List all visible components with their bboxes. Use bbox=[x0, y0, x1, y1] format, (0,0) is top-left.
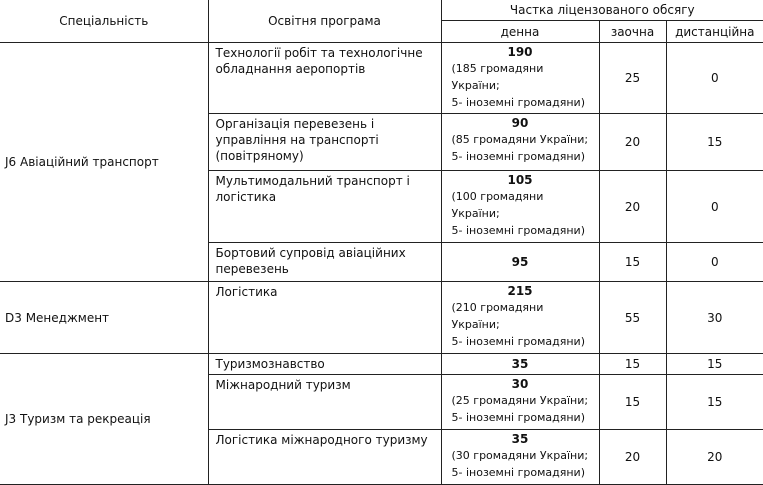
day-note: 5- іноземні громадяни) bbox=[451, 466, 585, 479]
day-note: (25 громадяни України; bbox=[451, 394, 589, 407]
specialty-cell: J6 Авіаційний транспорт bbox=[0, 43, 208, 282]
day-note: 5- іноземні громадяни) bbox=[451, 150, 585, 163]
extramural-cell: 20 bbox=[599, 171, 666, 243]
day-note: України; bbox=[451, 207, 500, 220]
distance-cell: 0 bbox=[666, 171, 763, 243]
day-cell bbox=[441, 282, 599, 354]
distance-cell: 20 bbox=[666, 430, 763, 485]
day-note: (85 громадяни України; bbox=[451, 133, 589, 146]
extramural-cell: 15 bbox=[599, 354, 666, 375]
header-day: денна bbox=[441, 21, 599, 43]
program-cell: Логістика міжнародного туризму bbox=[208, 430, 441, 485]
day-note: 5- іноземні громадяни) bbox=[451, 335, 585, 348]
table-row bbox=[0, 354, 763, 375]
day-total: 90 bbox=[511, 116, 529, 130]
day-cell bbox=[441, 114, 599, 171]
header-share: Частка ліцензованого обсягу bbox=[441, 0, 763, 21]
program-cell: Міжнародний туризм bbox=[208, 375, 441, 430]
day-total: 105 bbox=[507, 173, 533, 187]
program-cell: Бортовий супровід авіаційних перевезень bbox=[208, 243, 441, 282]
day-note: (30 громадяни України; bbox=[451, 449, 589, 462]
day-note: (100 громадяни bbox=[451, 190, 544, 203]
extramural-cell: 20 bbox=[599, 114, 666, 171]
distance-cell: 15 bbox=[666, 114, 763, 171]
table-row bbox=[0, 43, 763, 114]
day-note: України; bbox=[451, 79, 500, 92]
header-extramural: заочна bbox=[599, 21, 666, 43]
day-note: України; bbox=[451, 318, 500, 331]
extramural-cell: 15 bbox=[599, 243, 666, 282]
extramural-cell: 55 bbox=[599, 282, 666, 354]
distance-cell: 15 bbox=[666, 375, 763, 430]
day-cell bbox=[441, 43, 599, 114]
program-cell: Мультимодальний транспорт і логістика bbox=[208, 171, 441, 243]
distance-cell: 0 bbox=[666, 243, 763, 282]
day-total: 190 bbox=[507, 45, 533, 59]
program-cell: Туризмознавство bbox=[208, 354, 441, 375]
day-total: 215 bbox=[507, 284, 533, 298]
extramural-cell: 15 bbox=[599, 375, 666, 430]
day-note: (185 громадяни bbox=[451, 62, 544, 75]
day-total: 95 bbox=[441, 243, 599, 282]
day-cell bbox=[441, 375, 599, 430]
day-note: 5- іноземні громадяни) bbox=[451, 224, 585, 237]
header-distance: дистанційна bbox=[666, 21, 763, 43]
day-total: 30 bbox=[511, 377, 529, 391]
program-cell: Організація перевезень і управління на транспорті (повітряному) bbox=[208, 114, 441, 171]
day-cell bbox=[441, 430, 599, 485]
day-total: 35 bbox=[441, 354, 599, 375]
distance-cell: 30 bbox=[666, 282, 763, 354]
day-total: 35 bbox=[511, 432, 529, 446]
distance-cell: 15 bbox=[666, 354, 763, 375]
header-program: Освітня програма bbox=[208, 0, 441, 43]
program-cell: Логістика bbox=[208, 282, 441, 354]
table-row bbox=[0, 282, 763, 354]
specialty-cell: J3 Туризм та рекреація bbox=[0, 354, 208, 485]
day-note: 5- іноземні громадяни) bbox=[451, 411, 585, 424]
extramural-cell: 25 bbox=[599, 43, 666, 114]
day-note: 5- іноземні громадяни) bbox=[451, 96, 585, 109]
specialty-cell: D3 Менеджмент bbox=[0, 282, 208, 354]
header-specialty: Спеціальність bbox=[0, 0, 208, 43]
day-cell bbox=[441, 171, 599, 243]
day-note: (210 громадяни bbox=[451, 301, 544, 314]
distance-cell: 0 bbox=[666, 43, 763, 114]
extramural-cell: 20 bbox=[599, 430, 666, 485]
program-cell: Технології робіт та технологічне обладнання аеропортів bbox=[208, 43, 441, 114]
